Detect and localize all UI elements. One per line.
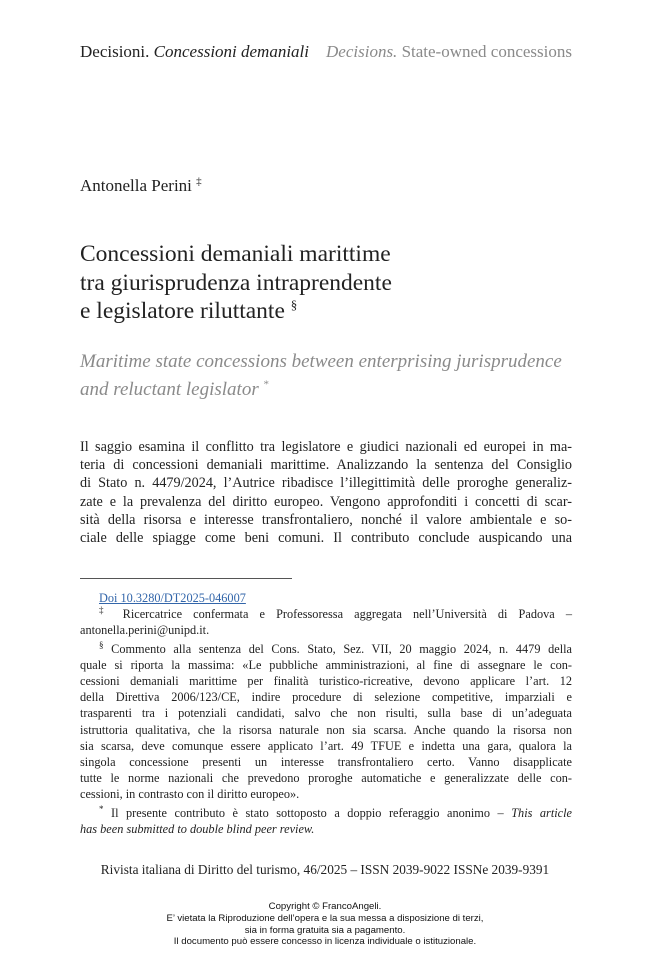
abstract-line: di Stato n. 4479/2024, l’Autrice ribadisce l’illegittimità delle proroghe generaliz- — [80, 475, 572, 492]
footnote-title-line: trasparenti tra i potenziali candidati, salvo che non risulti, sulla base di un’adeguata — [80, 706, 572, 721]
footnote-title-mark: § — [99, 639, 104, 650]
abstract-line: zate e la prevalenza del diritto europeo. Vengono approfonditi i concetti di scar- — [80, 493, 572, 510]
doi-link[interactable]: Doi 10.3280/DT2025-046007 — [99, 591, 246, 605]
doi-line — [80, 590, 572, 606]
subtitle-line: Maritime state concessions between enterprising jurisprudence — [80, 351, 562, 372]
title-line: tra giurisprudenza intraprendente — [80, 269, 392, 296]
abstract-line: Il saggio esamina il conflitto tra legislatore e giudici nazionali ed europei in ma- — [80, 439, 572, 455]
journal-info: Rivista italiana di Diritto del turismo, 46/2025 – ISSN 2039-9022 ISSNe 2039-9391 — [100, 862, 550, 877]
subtitle-footnote-mark: * — [263, 378, 269, 391]
footnote-review-mark: * — [99, 803, 104, 814]
footnote-author-email: antonella.perini@unipd.it. — [80, 623, 210, 638]
footnote-title-line: quale si riporta la massima: «Le pubbliche amministrazioni, al fine di assegnare le con- — [80, 657, 572, 672]
footnotes — [80, 590, 572, 837]
header-section-it: Decisioni. — [80, 42, 150, 61]
footnote-title-line: cessioni, in contrasto con il diritto europeo». — [80, 787, 300, 802]
footnote-title-line: singola concessione presenti un interesse transfrontaliero certo. Vanno disapplicate — [80, 755, 572, 770]
footnote-review-text: Il presente contributo è stato sottoposto a doppio referaggio anonimo – — [111, 805, 504, 820]
abstract — [80, 438, 572, 547]
footnote-title-line: istruttoria qualitativa, che la risorsa naturale non sia scarsa. Anche quando la risorsa non — [80, 722, 572, 737]
copyright-line: Il documento può essere concesso in licenza individuale o istituzionale. — [173, 936, 477, 948]
author-line — [80, 176, 202, 196]
title-line — [80, 297, 580, 326]
running-header-left — [80, 42, 309, 62]
footnote-review-english: This article — [511, 805, 572, 820]
copyright-line: Copyright © FrancoAngeli. — [268, 901, 382, 912]
copyright-line: E’ vietata la Riproduzione dell’opera e la sua messa a disposizione di terzi, — [166, 912, 484, 924]
abstract-line: sità della risorsa e interesse transfrontaliero, nonché il valore ambientale e so- — [80, 511, 572, 528]
footnote-title-line — [80, 641, 572, 657]
footnote-author-text: Ricercatrice confermata e Professoressa aggregata nell’Università di Padova – — [122, 607, 573, 622]
subtitle-line-text: and reluctant legislator — [80, 379, 259, 400]
copyright-line: sia in forma gratuita sia a pagamento. — [244, 924, 406, 936]
copyright-notice — [0, 901, 650, 948]
footnote-title-line: tutte le norme nazionali che prevedono proroghe automatiche e generalizzate delle con- — [80, 771, 572, 786]
footnote-author-mark: ‡ — [99, 605, 112, 616]
footnote-title-line: della Direttiva 2006/123/CE, indire procedure di selezione competitive, imparziali e — [80, 690, 572, 705]
running-header — [80, 42, 572, 62]
footnote-review-english-line: has been submitted to double blind peer review. — [80, 821, 315, 836]
title-footnote-mark: § — [290, 297, 298, 313]
author-name: Antonella Perini — [80, 176, 192, 195]
footnote-title-text: Commento alla sentenza del Cons. Stato, Sez. VII, 20 maggio 2024, n. 4479 della — [111, 641, 572, 656]
header-section-en: Decisions. — [326, 42, 398, 61]
footnote-author-line — [80, 606, 572, 622]
running-header-right — [326, 42, 572, 62]
abstract-line: teria di concessioni demaniali marittime. Analizzando la sentenza del Consiglio — [80, 457, 572, 474]
footnote-review-line — [80, 805, 572, 821]
title-line-text: e legislatore riluttante — [80, 298, 285, 324]
title-line: Concessioni demaniali marittime — [80, 241, 391, 267]
author-footnote-mark: ‡ — [196, 175, 202, 188]
abstract-line: ciale delle spiagge come beni comuni. Il contributo conclude auspicando una — [80, 530, 572, 547]
header-subsection-it: Concessioni demaniali — [153, 42, 310, 61]
footnote-title-line: sia scarsa, deve comunque essere applicato l’art. 49 TFUE e indetta una gara, qualora la — [80, 738, 572, 753]
footnote-separator — [80, 578, 292, 579]
article-subtitle-en — [80, 348, 580, 404]
footnote-title-line: cessioni demaniali marittime per finalità turistico-ricreative, devono applicare l’art. 12 — [80, 674, 572, 689]
header-subsection-en: State-owned concessions — [401, 42, 572, 61]
article-title — [80, 240, 580, 326]
subtitle-line — [80, 376, 580, 404]
